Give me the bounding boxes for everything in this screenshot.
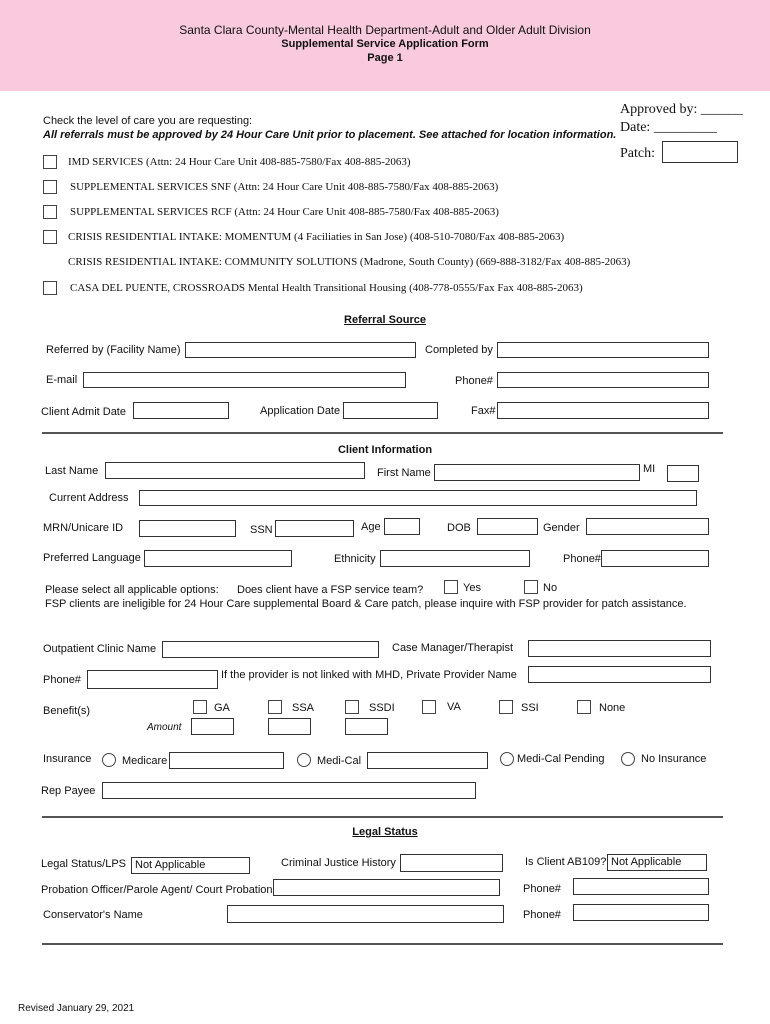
email-field[interactable] [83, 372, 406, 388]
none-label: None [599, 702, 626, 714]
ab109-select[interactable]: Not Applicable [607, 854, 707, 871]
probation-officer-label: Probation Officer/Parole Agent/ Court Probation [41, 884, 273, 896]
medicare-label: Medicare [122, 755, 168, 767]
header-page-number: Page 1 [367, 52, 403, 64]
conservator-phone-field[interactable] [573, 904, 709, 921]
revised-date: Revised January 29, 2021 [18, 1003, 135, 1014]
none-checkbox[interactable] [577, 700, 591, 714]
fsp-note: FSP clients are ineligible for 24 Hour Care supplemental Board & Care patch, please inquire with FSP provider for patch assistance. [45, 598, 687, 610]
first-name-label: First Name [377, 467, 431, 479]
insurance-label: Insurance [43, 753, 92, 765]
ssn-label: SSN [250, 524, 273, 536]
medi-cal-number-field[interactable] [367, 752, 488, 769]
divider [42, 943, 723, 945]
age-label: Age [361, 521, 381, 533]
preferred-language-label: Preferred Language [43, 552, 141, 564]
ab109-label: Is Client AB109? [525, 856, 607, 868]
age-field[interactable] [384, 518, 420, 535]
private-provider-label: If the provider is not linked with MHD, Private Provider Name [221, 669, 517, 681]
application-date-field[interactable] [343, 402, 438, 419]
ssi-label: SSI [521, 702, 539, 714]
no-insurance-radio[interactable] [621, 752, 635, 766]
legal-status-select[interactable]: Not Applicable [131, 857, 250, 874]
gender-label: Gender [543, 522, 580, 534]
dob-field[interactable] [477, 518, 538, 535]
ga-label: GA [214, 702, 230, 714]
no-insurance-label: No Insurance [641, 753, 707, 765]
legal-status-title: Legal Status [352, 826, 418, 838]
ga-amount-field[interactable] [191, 718, 234, 735]
fsp-no-checkbox[interactable] [524, 580, 538, 594]
header-form-title: Supplemental Service Application Form [281, 38, 489, 50]
approved-by-label: Approved by: ______ [620, 102, 743, 117]
check-level-text: Check the level of care you are requesting: [43, 115, 253, 127]
divider [42, 816, 723, 818]
divider [42, 432, 723, 434]
fsp-yes-label: Yes [463, 582, 481, 594]
current-address-field[interactable] [139, 490, 697, 506]
referral-fax-field[interactable] [497, 402, 709, 419]
outpatient-clinic-label: Outpatient Clinic Name [43, 643, 157, 655]
client-information-title: Client Information [337, 444, 433, 456]
momentum-checkbox[interactable] [43, 230, 57, 244]
case-manager-label: Case Manager/Therapist [392, 642, 514, 654]
fsp-no-label: No [543, 582, 558, 594]
referral-source-title: Referral Source [344, 314, 426, 326]
ethnicity-field[interactable] [380, 550, 530, 567]
current-address-label: Current Address [49, 492, 129, 504]
ssa-amount-field[interactable] [268, 718, 311, 735]
mi-label: MI [643, 463, 656, 475]
patch-field[interactable] [662, 141, 738, 163]
referred-by-field[interactable] [185, 342, 416, 358]
ssn-field[interactable] [275, 520, 354, 537]
ga-checkbox[interactable] [193, 700, 207, 714]
rep-payee-field[interactable] [102, 782, 476, 799]
conservator-field[interactable] [227, 905, 504, 923]
medicare-radio[interactable] [102, 753, 116, 767]
ssa-checkbox[interactable] [268, 700, 282, 714]
referral-phone-label: Phone# [455, 375, 493, 387]
va-checkbox[interactable] [422, 700, 436, 714]
application-date-label: Application Date [260, 405, 341, 417]
referral-fax-label: Fax# [471, 405, 496, 417]
mrn-label: MRN/Unicare ID [43, 522, 124, 534]
medi-cal-radio[interactable] [297, 753, 311, 767]
dob-label: DOB [447, 522, 471, 534]
benefits-label: Benefit(s) [43, 705, 91, 717]
preferred-language-field[interactable] [144, 550, 292, 567]
ssi-checkbox[interactable] [499, 700, 513, 714]
header-department: Santa Clara County-Mental Health Department-Adult and Older Adult Division [179, 23, 591, 37]
rcf-services-label: SUPPLEMENTAL SERVICES RCF (Attn: 24 Hour Care Unit 408-885-7580/Fax 408-885-2063) [70, 206, 499, 218]
imd-services-checkbox[interactable] [43, 155, 57, 169]
client-admit-date-field[interactable] [133, 402, 229, 419]
criminal-history-label: Criminal Justice History [281, 857, 396, 869]
casa-del-puente-checkbox[interactable] [43, 281, 57, 295]
approval-notice: All referrals must be approved by 24 Hour Care Unit prior to placement. See attached for location information. [43, 129, 617, 141]
fsp-question-label: Does client have a FSP service team? [237, 584, 424, 596]
fsp-yes-checkbox[interactable] [444, 580, 458, 594]
last-name-field[interactable] [105, 462, 365, 479]
completed-by-field[interactable] [497, 342, 709, 358]
probation-phone-field[interactable] [573, 878, 709, 895]
referral-phone-field[interactable] [497, 372, 709, 388]
rep-payee-label: Rep Payee [41, 785, 96, 797]
momentum-label: CRISIS RESIDENTIAL INTAKE: MOMENTUM (4 Faciliaties in San Jose) (408-510-7080/Fax 408-885-2063) [68, 231, 565, 243]
conservator-phone-label: Phone# [523, 909, 561, 921]
email-label: E-mail [46, 374, 78, 386]
private-provider-field[interactable] [528, 666, 711, 683]
medicare-number-field[interactable] [169, 752, 284, 769]
va-label: VA [447, 701, 461, 713]
ssdi-amount-field[interactable] [345, 718, 388, 735]
ssa-label: SSA [292, 702, 315, 714]
mi-field[interactable] [667, 465, 699, 482]
medi-cal-pending-label: Medi-Cal Pending [517, 753, 605, 765]
approval-date-label: Date: _________ [620, 120, 717, 135]
provider-phone-label: Phone# [43, 674, 81, 686]
form-header [0, 0, 770, 91]
provider-phone-field[interactable] [87, 670, 218, 689]
patch-label: Patch: [620, 146, 655, 161]
outpatient-clinic-field[interactable] [162, 641, 379, 658]
probation-phone-label: Phone# [523, 883, 561, 895]
select-options-label: Please select all applicable options: [45, 584, 219, 596]
legal-status-label: Legal Status/LPS [41, 858, 127, 870]
medi-cal-label: Medi-Cal [317, 755, 362, 767]
conservator-label: Conservator's Name [43, 909, 143, 921]
snf-services-checkbox[interactable] [43, 180, 57, 194]
completed-by-label: Completed by [425, 344, 493, 356]
ssdi-label: SSDI [369, 702, 395, 714]
snf-services-label: SUPPLEMENTAL SERVICES SNF (Attn: 24 Hour Care Unit 408-885-7580/Fax 408-885-2063) [70, 181, 499, 193]
referred-by-label: Referred by (Facility Name) [46, 344, 181, 356]
community-solutions-label: CRISIS RESIDENTIAL INTAKE: COMMUNITY SOLUTIONS (Madrone, South County) (669-888-3182/Fax 408-885-2063) [68, 256, 631, 268]
mrn-field[interactable] [139, 520, 236, 537]
ssdi-checkbox[interactable] [345, 700, 359, 714]
client-phone-label: Phone# [563, 553, 601, 565]
first-name-field[interactable] [434, 464, 640, 481]
client-admit-date-label: Client Admit Date [41, 406, 126, 418]
casa-del-puente-label: CASA DEL PUENTE, CROSSROADS Mental Health Transitional Housing (408-778-0555/Fax Fax 408-885-2063) [70, 282, 583, 294]
case-manager-field[interactable] [528, 640, 711, 657]
gender-field[interactable] [586, 518, 709, 535]
amount-label: Amount [147, 722, 182, 733]
client-phone-field[interactable] [601, 550, 709, 567]
medi-cal-pending-radio[interactable] [500, 752, 514, 766]
rcf-services-checkbox[interactable] [43, 205, 57, 219]
imd-services-label: IMD SERVICES (Attn: 24 Hour Care Unit 408-885-7580/Fax 408-885-2063) [68, 156, 411, 168]
ethnicity-label: Ethnicity [334, 553, 376, 565]
criminal-history-field[interactable] [400, 854, 503, 872]
last-name-label: Last Name [45, 465, 99, 477]
probation-officer-field[interactable] [273, 879, 500, 896]
